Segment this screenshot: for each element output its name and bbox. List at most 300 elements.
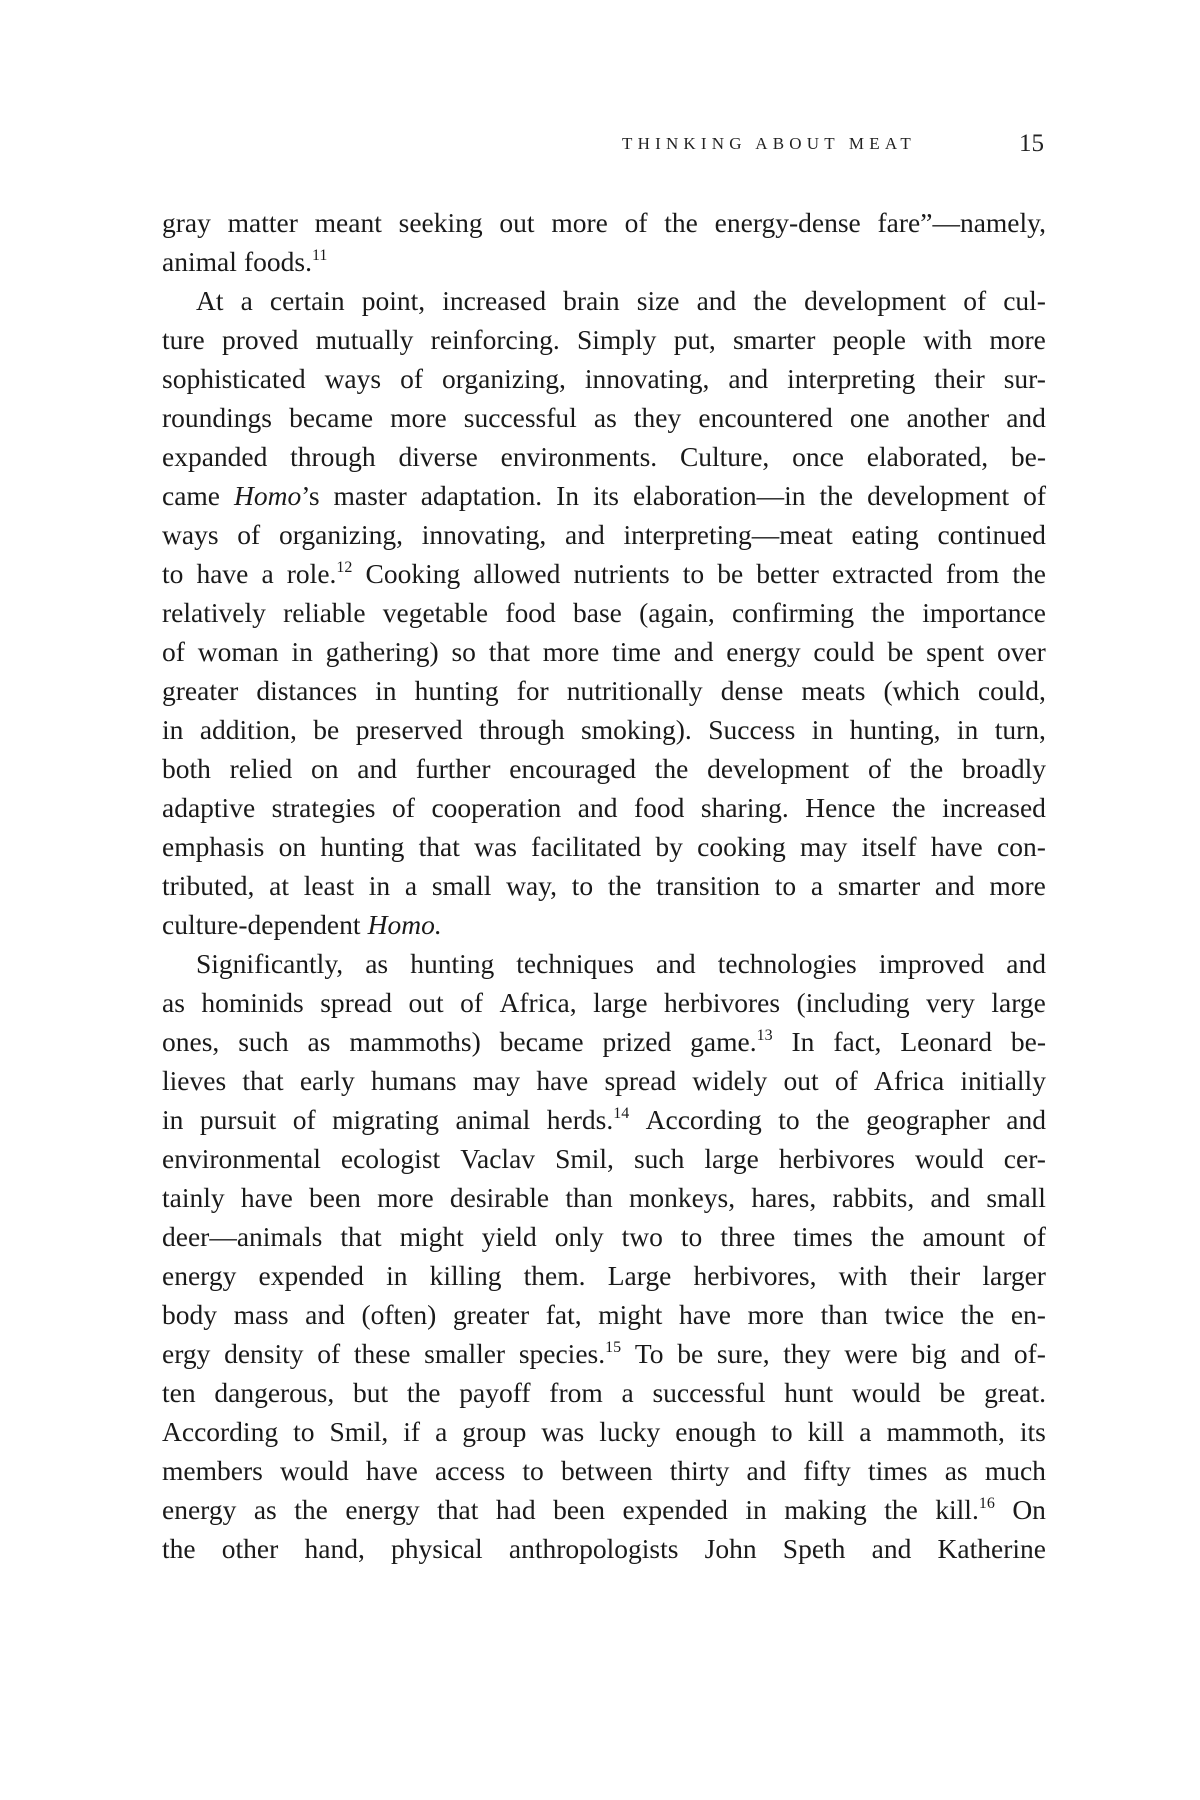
word [222,1529,279,1568]
word [997,632,1046,671]
word [885,1295,945,1334]
text-line [162,281,1046,320]
word [655,749,689,788]
text-fragment: eating [851,519,919,550]
word [573,593,622,632]
word [690,1022,772,1061]
text-fragment: organizing, [441,363,566,394]
text-fragment: smaller [424,1338,506,1369]
text-fragment: they [633,402,682,433]
word [1023,476,1046,515]
text-fragment: Africa [873,1065,945,1096]
text-fragment: cooperation [431,792,562,823]
word [747,1451,787,1490]
text-fragment: least [303,870,355,901]
text-fragment: smarter [732,324,816,355]
word [162,359,306,398]
text-fragment: of [162,636,185,667]
text-line [162,1022,1046,1061]
word [783,1061,818,1100]
text-fragment: their [909,1260,961,1291]
word [963,281,986,320]
word [435,1451,505,1490]
text-fragment: broadly [961,753,1046,784]
text-line [162,476,1046,515]
text-fragment: improved [878,948,985,979]
word [701,788,789,827]
word [222,320,298,359]
word [442,359,566,398]
word [783,1529,846,1568]
text-fragment: energy-dense [714,207,861,238]
word [683,554,704,593]
word [989,320,1046,359]
word [833,1022,881,1061]
text-line [162,983,1046,1022]
word [910,1256,960,1295]
text-fragment: on [278,831,307,862]
text-fragment: Significantly, [196,948,344,979]
word [698,398,832,437]
word [293,1412,314,1451]
word [162,788,255,827]
text-fragment: but [353,1377,389,1408]
text-fragment: that [242,1065,284,1096]
word [549,1373,602,1412]
text-fragment: making [784,1494,867,1525]
word [241,1178,293,1217]
word [982,1256,1046,1295]
word [997,827,1046,866]
text-fragment: have [678,1299,731,1330]
text-fragment: cul- [1003,285,1046,316]
word [820,476,854,515]
word [991,983,1045,1022]
text-fragment: geographer [866,1104,990,1135]
word [839,1256,888,1295]
text-fragment: transition [656,870,761,901]
text-fragment: of [400,363,423,394]
text-fragment: sur- [1003,363,1046,394]
text-fragment: certain [269,285,345,316]
text-fragment: as [307,1026,331,1057]
text-line [162,515,1046,554]
text-fragment: spread [320,987,393,1018]
word [522,1451,543,1490]
text-fragment: its [1019,1416,1046,1447]
text-line [162,788,1046,827]
word [674,632,714,671]
text-fragment: so [451,636,476,667]
word [874,1061,944,1100]
text-fragment: continued [937,519,1046,550]
text-fragment: Large [607,1260,672,1291]
text-fragment: would [851,1377,921,1408]
word [634,398,681,437]
text-fragment: cer- [1003,1143,1046,1174]
text-fragment: herbivores [664,987,781,1018]
word [162,827,264,866]
text-fragment: such [238,1026,289,1057]
text-fragment: To [634,1338,664,1369]
text-fragment: of [317,1338,341,1369]
word [697,281,737,320]
word [850,398,890,437]
text-fragment: Smil, [555,1143,614,1174]
text-fragment: Smil, [329,1416,389,1447]
word [200,1100,276,1139]
text-fragment: between [560,1455,653,1486]
text-fragment: of [292,1104,316,1135]
word [637,281,680,320]
word [442,281,546,320]
text-fragment: to [293,1416,315,1447]
text-fragment: the [909,753,944,784]
text-fragment: early [299,1065,355,1096]
text-fragment: the [753,285,787,316]
word [884,1490,918,1529]
word [403,1412,420,1451]
text-fragment: was [474,831,517,862]
text-fragment: in [745,1494,767,1525]
text-fragment: the [871,597,905,628]
text-line [162,905,1046,944]
word [259,1256,364,1295]
word [656,944,696,983]
text-fragment: to [680,1221,703,1252]
text-line [162,1412,1046,1451]
text-fragment: more [989,324,1046,355]
text-fragment: In [556,480,580,511]
word [922,593,1046,632]
text-fragment: and [728,363,769,394]
word [162,1373,196,1412]
word [326,632,439,671]
word [867,437,988,476]
word [680,437,769,476]
text-fragment: monkeys, [628,1182,736,1213]
text-fragment: Vaclav [460,1143,536,1174]
word [926,632,984,671]
word [681,1217,702,1256]
text-fragment: facilitated [531,831,642,862]
word [196,554,248,593]
word [784,1490,867,1529]
word [930,1178,970,1217]
text-fragment: ecologist [340,1143,441,1174]
word [431,788,561,827]
word [399,203,483,242]
text-fragment: encountered [698,402,833,433]
word [1003,281,1046,320]
word [633,476,806,515]
text-fragment: roundings [162,402,272,433]
word [392,788,415,827]
text-fragment: and [655,948,696,979]
word [594,398,617,437]
text-fragment: enough [675,1416,757,1447]
running-title: THINKING ABOUT MEAT [622,134,916,153]
text-fragment: over [996,636,1046,667]
text-fragment: (again, [639,597,715,628]
text-fragment: confirming [731,597,855,628]
text-fragment: one [849,402,890,433]
word [608,866,642,905]
text-fragment: the [406,1377,441,1408]
text-fragment: desirable [449,1182,550,1213]
word [978,671,1046,710]
text-fragment: were [844,1338,898,1369]
text-fragment: and [871,1533,912,1564]
word [482,1217,537,1256]
text-fragment: interpreting [787,363,916,394]
text-fragment: deer—animals [162,1221,323,1252]
text-line [162,1490,1046,1529]
word [547,1100,629,1139]
text-fragment: be [313,714,340,745]
text-line [162,1295,1046,1334]
text-fragment: energy [726,636,801,667]
word [551,203,608,242]
text-fragment: Success [708,714,796,745]
text-fragment: nutrients [573,558,670,589]
text-fragment: of [624,207,648,238]
text-fragment: hunting [410,948,495,979]
word [479,710,565,749]
word [474,827,517,866]
text-fragment: than [565,1182,613,1213]
text-fragment: as [944,1455,968,1486]
text-fragment: in [375,675,397,706]
word [652,1373,765,1412]
word [561,1451,653,1490]
word [421,476,542,515]
word [162,437,267,476]
text-fragment: mutually [315,324,414,355]
text-fragment: and [1006,1104,1046,1135]
word [162,554,183,593]
text-fragment: animal [455,1104,531,1135]
word [430,1256,502,1295]
word [862,827,917,866]
word [593,983,647,1022]
text-fragment: in [386,1260,408,1291]
text-fragment: people [832,324,906,355]
text-fragment: fat, [545,1299,582,1330]
text-fragment: humans [370,1065,457,1096]
text-fragment: and [960,1338,1001,1369]
text-fragment: fact, [833,1026,882,1057]
text-fragment: elaborated, [866,441,989,472]
text-fragment: allowed [473,558,561,589]
text-fragment: as [365,948,389,979]
word [556,476,579,515]
word [697,827,786,866]
word [400,1217,464,1256]
word [692,1061,767,1100]
text-fragment: of [460,987,484,1018]
word [775,866,796,905]
text-fragment: at [269,870,289,901]
text-fragment: con- [997,831,1046,862]
word [238,1022,288,1061]
text-fragment: food [505,597,556,628]
word [280,1451,349,1490]
word [803,1451,850,1490]
word [962,749,1046,788]
text-fragment: the [870,1221,905,1252]
text-line [162,1100,1046,1139]
text-fragment: more [377,1182,434,1213]
word [407,1373,441,1412]
word [162,866,254,905]
text-fragment: only [554,1221,604,1252]
word [942,788,1046,827]
word [792,437,844,476]
word [365,944,388,983]
word [945,1451,968,1490]
word [506,866,557,905]
word [162,398,272,437]
word [833,320,906,359]
word [283,593,365,632]
text-fragment: further [415,753,491,784]
word [509,749,636,788]
text-fragment: in [162,714,184,745]
text-fragment: (which [883,675,960,706]
word [304,866,354,905]
word [797,983,910,1022]
word [270,281,345,320]
text-fragment: such [633,1143,685,1174]
text-fragment: more [551,207,608,238]
text-fragment: a [261,558,274,589]
word [242,1061,283,1100]
word [960,1334,1000,1373]
text-fragment: culture-dependent [162,909,361,940]
footnote-marker: 16 [978,1495,995,1512]
word [244,242,327,281]
text-fragment: woman [197,636,279,667]
text-fragment: elaboration—in [632,480,806,511]
word [460,983,483,1022]
text-fragment: out [408,987,444,1018]
text-fragment: for [516,675,549,706]
word [451,632,475,671]
text-fragment: became [289,402,374,433]
text-fragment: hares, [751,1182,817,1213]
word [871,593,905,632]
text-fragment: and [1006,948,1046,979]
word [391,1529,483,1568]
text-line [162,203,1046,242]
word [162,1412,278,1451]
word [234,476,320,515]
word [341,1139,440,1178]
word [563,281,620,320]
text-fragment: twice [884,1299,945,1330]
word [201,983,303,1022]
word [715,203,861,242]
text-fragment: put, [673,324,716,355]
text-fragment: a [435,1416,448,1447]
word [256,671,357,710]
text-fragment: from [549,1377,603,1408]
word [1011,437,1046,476]
text-fragment: expended [258,1260,364,1291]
word [325,359,382,398]
word [608,1256,672,1295]
word [708,710,795,749]
text-fragment: strategies [271,792,376,823]
word [867,476,1009,515]
text-fragment: environments. [500,441,658,472]
word [400,359,423,398]
word [390,398,447,437]
text-fragment: out [499,207,535,238]
word [162,1217,322,1256]
text-fragment: payoff [459,1377,531,1408]
text-fragment: organizing, [278,519,403,550]
text-fragment: dangerous, [214,1377,335,1408]
word [162,203,211,242]
text-fragment: other [221,1533,279,1564]
text-fragment: than [820,1299,868,1330]
text-fragment: relatively [162,597,266,628]
text-fragment: food [633,792,685,823]
text-fragment: a [240,285,253,316]
text-fragment: their [934,363,985,394]
word [279,827,307,866]
text-fragment: extracted [831,558,933,589]
text-fragment: them. [523,1260,586,1291]
text-fragment: herbivores [778,1143,895,1174]
word [675,1412,756,1451]
word [886,1412,1004,1451]
word [162,1451,263,1490]
text-fragment: a [859,1416,872,1447]
word [501,437,658,476]
text-fragment: dense [720,675,784,706]
text-fragment: interpreting—meat [623,519,833,550]
word [567,671,703,710]
word [424,1334,505,1373]
word [629,1178,735,1217]
text-fragment: may [799,831,848,862]
word [872,1529,912,1568]
text-fragment: sharing. [700,792,789,823]
word [603,1022,672,1061]
text-fragment: as [253,1494,277,1525]
word [162,1334,210,1373]
word [162,1178,225,1217]
word [565,515,605,554]
word [733,320,815,359]
text-fragment: to [682,558,705,589]
word [308,1022,331,1061]
text-fragment: more [747,1299,804,1330]
word [1012,554,1046,593]
text-fragment: At [196,285,224,316]
text-fragment: ergy [162,1338,211,1369]
word [234,1295,289,1334]
word [460,1139,535,1178]
word [162,710,183,749]
word [878,203,1046,242]
text-line [162,593,1046,632]
word [986,1178,1046,1217]
word [1006,944,1046,983]
